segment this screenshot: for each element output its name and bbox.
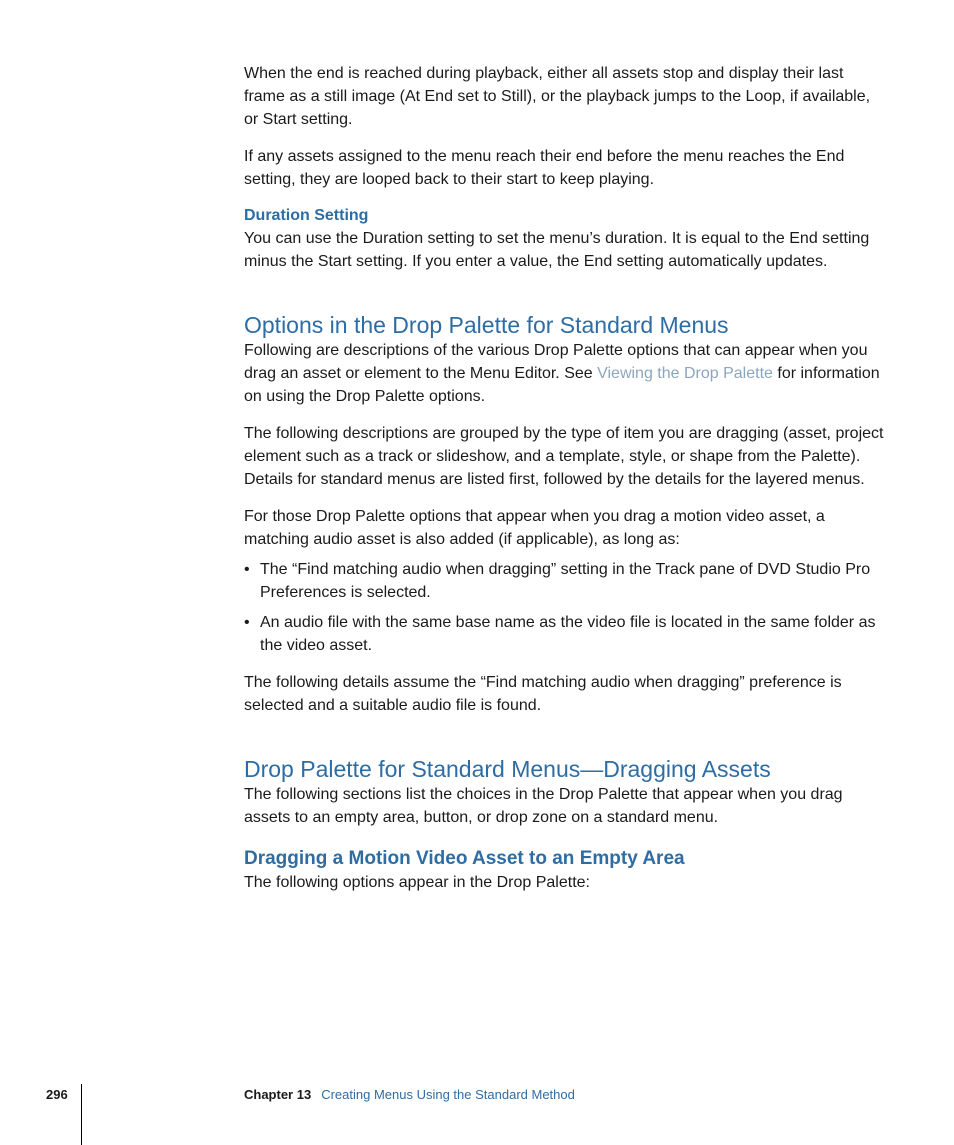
intro-text-before: Following are descriptions of the various Drop Palette options that can appear when you drag an asset or element to the Menu Editor. See [244,342,868,382]
paragraph-assumption: The following details assume the “Find matching audio when dragging” preference is selected and a suitable audio file is found. [244,674,842,714]
paragraph-looping: If any assets assigned to the menu reach their end before the menu reaches the End setting, they are looped back to their start to keep playing. [244,148,845,188]
heading-dragging-assets: Drop Palette for Standard Menus—Dragging Assets [244,756,771,782]
page-number: 296 [46,1087,68,1102]
list-item [244,611,884,657]
paragraph-matching-audio: For those Drop Palette options that appear when you drag a motion video asset, a matching audio asset is also added (if applicable), as long as: [244,508,825,548]
running-footer [244,1087,575,1102]
paragraph-duration: You can use the Duration setting to set the menu’s duration. It is equal to the End setting minus the Start setting. If you enter a value, the End setting automatically updates. [244,230,870,270]
list-item [244,558,884,604]
chapter-title: Creating Menus Using the Standard Method [321,1087,575,1102]
heading-motion-video-empty-area: Dragging a Motion Video Asset to an Empty Area [244,848,685,869]
bullet-marker: • [244,614,250,631]
chapter-label: Chapter 13 [244,1087,312,1102]
paragraph-drop-palette-intro [244,339,884,408]
bullet-list [244,558,884,657]
list-item-text: An audio file with the same base name as the video file is located in the same folder as the video asset. [260,614,876,654]
heading-options-drop-palette: Options in the Drop Palette for Standard Menus [244,312,729,338]
link-viewing-drop-palette[interactable]: Viewing the Drop Palette [597,365,773,382]
intro-text-after: for information on using the Drop Palette options. [244,365,880,405]
paragraph-end-behavior: When the end is reached during playback, either all assets stop and display their last frame as a still image (At End set to Still), or the playback jumps to the Loop, if available, or Start setting. [244,65,871,128]
heading-duration-setting: Duration Setting [244,207,369,224]
paragraph-options-appear: The following options appear in the Drop Palette: [244,874,590,891]
paragraph-grouping: The following descriptions are grouped by the type of item you are dragging (asset, project element such as a track or slideshow, and a template, style, or shape from the Palette). Details for standard menus are listed first, followed by the details for the layered menus. [244,425,884,488]
bullet-marker: • [244,561,250,578]
footer-divider [81,1084,82,1145]
page-content [244,62,884,894]
list-item-text: The “Find matching audio when dragging” setting in the Track pane of DVD Studio Pro Preferences is selected. [260,561,871,601]
paragraph-sections-list: The following sections list the choices in the Drop Palette that appear when you drag assets to an empty area, button, or drop zone on a standard menu. [244,786,843,826]
